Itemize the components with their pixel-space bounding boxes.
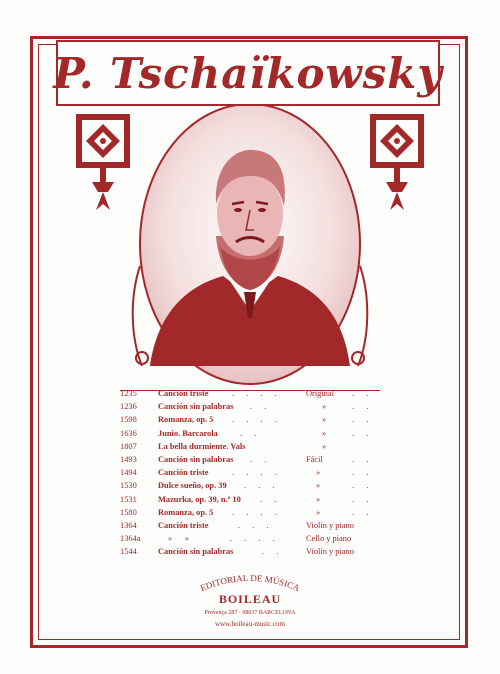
- leader-dots: . .: [250, 454, 272, 464]
- catalog-row[interactable]: [120, 479, 380, 492]
- catalog-row[interactable]: [120, 413, 380, 426]
- edition-label: »: [316, 481, 321, 491]
- catalog-row[interactable]: [120, 519, 380, 532]
- leader-dots: . . .: [244, 481, 280, 491]
- edition-label: Fácil: [306, 454, 323, 464]
- catalog-row[interactable]: [120, 493, 380, 506]
- leader-dots: . . . .: [230, 534, 280, 544]
- composer-name: P. Tschaïkowsky: [53, 48, 443, 98]
- catalog-number: 1598: [120, 415, 137, 425]
- edition-label: »: [322, 441, 327, 451]
- catalog-row[interactable]: [120, 453, 380, 466]
- trailing-dots: . .: [352, 415, 374, 425]
- trailing-dots: . .: [352, 507, 374, 517]
- edition-label: »: [316, 494, 321, 504]
- publisher-address: Provença 287 · 08037 BARCELONA: [204, 610, 296, 616]
- edition-label: Violín y piano: [306, 547, 354, 557]
- trailing-dots: . .: [352, 402, 374, 412]
- leader-dots: . .: [250, 402, 272, 412]
- edition-label: »: [322, 415, 327, 425]
- edition-label: »: [316, 468, 321, 478]
- piece-title: Canción sin palabras: [158, 547, 234, 557]
- trailing-dots: . .: [352, 428, 374, 438]
- catalog-row[interactable]: [120, 427, 380, 440]
- piece-title: Canción sin palabras: [158, 402, 234, 412]
- catalog-number: 1530: [120, 481, 137, 491]
- piece-title: Romanza, op. 5: [158, 415, 214, 425]
- piece-title: Canción triste: [158, 389, 209, 398]
- publisher-name: BOILEAU: [218, 592, 282, 606]
- piece-title: La bella durmiente. Vals: [158, 441, 246, 451]
- title-banner: [53, 40, 443, 106]
- piece-title: Junio. Barcarola: [158, 428, 218, 438]
- catalog-number: 1493: [120, 454, 137, 464]
- leader-dots: . . . .: [232, 468, 282, 478]
- edition-label: Original: [306, 389, 334, 398]
- catalog-number: 1364: [120, 520, 137, 530]
- leader-dots: . .: [260, 494, 282, 504]
- catalog-list: [120, 387, 380, 558]
- piece-title: Canción triste: [158, 468, 209, 478]
- publisher-arc-text: EDITORIAL DE MÚSICA: [198, 572, 302, 594]
- publisher-website[interactable]: www.boileau-music.com: [215, 620, 285, 628]
- catalog-number: 1236: [120, 402, 137, 412]
- leader-dots: . .: [240, 428, 262, 438]
- leader-dots: . . . .: [232, 389, 282, 398]
- catalog-number: 1235: [120, 389, 137, 398]
- catalog-row[interactable]: [120, 466, 380, 479]
- catalog-row[interactable]: [120, 532, 380, 545]
- piece-title: Canción triste: [158, 520, 209, 530]
- catalog-row[interactable]: [120, 400, 380, 413]
- catalog-number: 1580: [120, 507, 137, 517]
- publisher-imprint: [170, 568, 330, 644]
- edition-label: »: [322, 402, 327, 412]
- edition-label: Cello y piano: [306, 534, 352, 544]
- leader-dots: . . . .: [232, 507, 282, 517]
- trailing-dots: . .: [352, 494, 374, 504]
- trailing-dots: . .: [352, 468, 374, 478]
- catalog-row[interactable]: [120, 545, 380, 558]
- composer-portrait: [128, 96, 372, 386]
- edition-label: »: [316, 507, 321, 517]
- piece-title: Mazurka, op. 39, n.º 10: [158, 494, 241, 504]
- leader-dots: . . . .: [232, 415, 282, 425]
- left-ornament: [72, 110, 134, 214]
- trailing-dots: . .: [352, 481, 374, 491]
- catalog-number: 1636: [120, 428, 137, 438]
- catalog-number: 1494: [120, 468, 137, 478]
- catalog-row[interactable]: [120, 440, 380, 453]
- trailing-dots: . .: [352, 454, 374, 464]
- piece-title: » »: [168, 534, 189, 544]
- edition-label: Violín y piano: [306, 520, 354, 530]
- trailing-dots: . .: [352, 389, 374, 398]
- piece-title: Dulce sueño, op. 39: [158, 481, 227, 491]
- leader-dots: . . .: [238, 520, 274, 530]
- piece-title: Canción sin palabras: [158, 454, 234, 464]
- leader-dots: . .: [262, 547, 284, 557]
- catalog-number: 1531: [120, 494, 137, 504]
- catalog-number: 1807: [120, 441, 137, 451]
- catalog-row[interactable]: [120, 506, 380, 519]
- piece-title: Romanza, op. 5: [158, 507, 214, 517]
- right-ornament: [366, 110, 428, 214]
- catalog-row[interactable]: [120, 387, 380, 400]
- edition-label: »: [322, 428, 327, 438]
- catalog-number: 1544: [120, 547, 137, 557]
- catalog-number: 1364a: [120, 534, 141, 544]
